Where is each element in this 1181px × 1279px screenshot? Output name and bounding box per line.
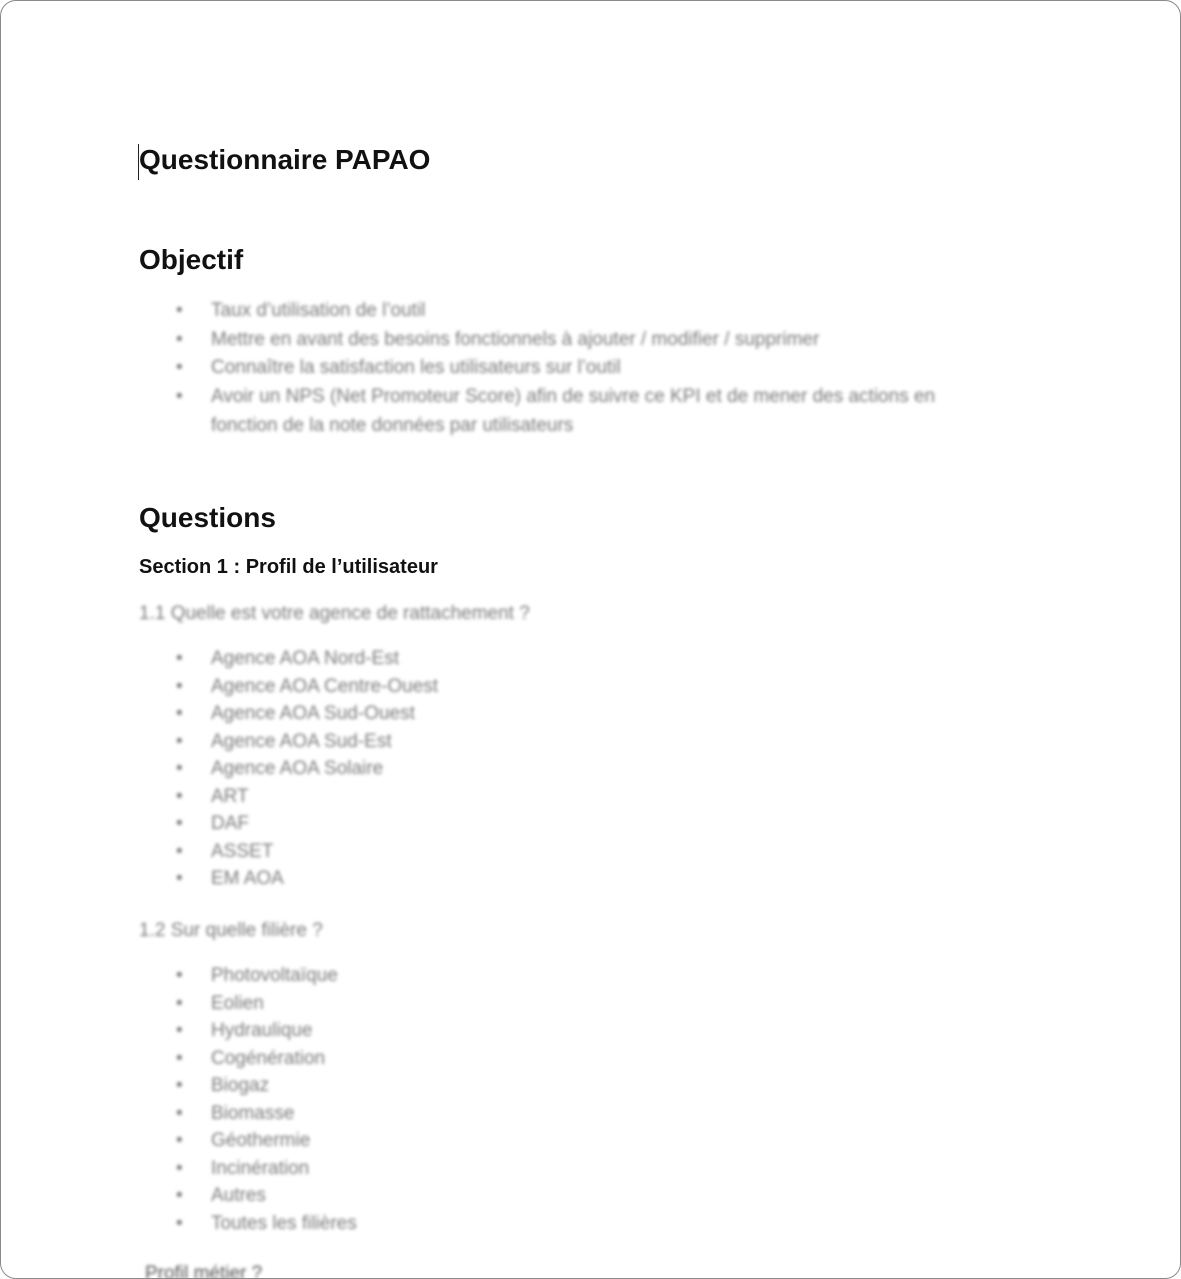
- list-item[interactable]: • Avoir un NPS (Net Promoteur Score) afin de suivre ce KPI et de mener des actions en fonction de la note données par utilisateurs: [139, 383, 991, 440]
- list-item[interactable]: • Biomasse: [139, 1100, 357, 1128]
- list-item[interactable]: • Agence AOA Sud-Ouest: [139, 700, 438, 728]
- list-item[interactable]: • Agence AOA Sud-Est: [139, 728, 438, 756]
- list-item[interactable]: • Taux d’utilisation de l’outil: [139, 297, 991, 326]
- list-item[interactable]: • Connaître la satisfaction les utilisateurs sur l’outil: [139, 354, 991, 383]
- list-item[interactable]: • Agence AOA Nord-Est: [139, 645, 438, 673]
- list-item[interactable]: • Géothermie: [139, 1127, 357, 1155]
- list-item[interactable]: • Agence AOA Centre-Ouest: [139, 673, 438, 701]
- list-item[interactable]: • EM AOA: [139, 865, 438, 893]
- list-item[interactable]: • Biogaz: [139, 1072, 357, 1100]
- list-item[interactable]: • Autres: [139, 1182, 357, 1210]
- list-item[interactable]: • Mettre en avant des besoins fonctionnels à ajouter / modifier / supprimer: [139, 326, 991, 355]
- objectif-list: [139, 297, 991, 441]
- list-item[interactable]: • ASSET: [139, 838, 438, 866]
- section-1-heading[interactable]: Section 1 : Profil de l’utilisateur: [139, 556, 438, 578]
- question-1-1-options: [139, 645, 438, 893]
- question-1-2[interactable]: 1.2 Sur quelle filière ?: [139, 920, 323, 941]
- document-title[interactable]: Questionnaire PAPAO: [139, 144, 431, 175]
- list-item[interactable]: • Photovoltaïque: [139, 962, 357, 990]
- question-1-3-partial[interactable]: Profil métier ?: [145, 1263, 263, 1279]
- list-item[interactable]: • ART: [139, 783, 438, 811]
- questions-heading[interactable]: Questions: [139, 502, 276, 533]
- list-item[interactable]: • Eolien: [139, 990, 357, 1018]
- question-1-2-options: [139, 962, 357, 1237]
- list-item[interactable]: • Cogénération: [139, 1045, 357, 1073]
- list-item[interactable]: • Agence AOA Solaire: [139, 755, 438, 783]
- list-item[interactable]: • Toutes les filières: [139, 1210, 357, 1238]
- question-1-1[interactable]: 1.1 Quelle est votre agence de rattachement ?: [139, 603, 530, 624]
- list-item[interactable]: • Incinération: [139, 1155, 357, 1183]
- list-item[interactable]: • DAF: [139, 810, 438, 838]
- list-item[interactable]: • Hydraulique: [139, 1017, 357, 1045]
- objectif-heading[interactable]: Objectif: [139, 244, 244, 275]
